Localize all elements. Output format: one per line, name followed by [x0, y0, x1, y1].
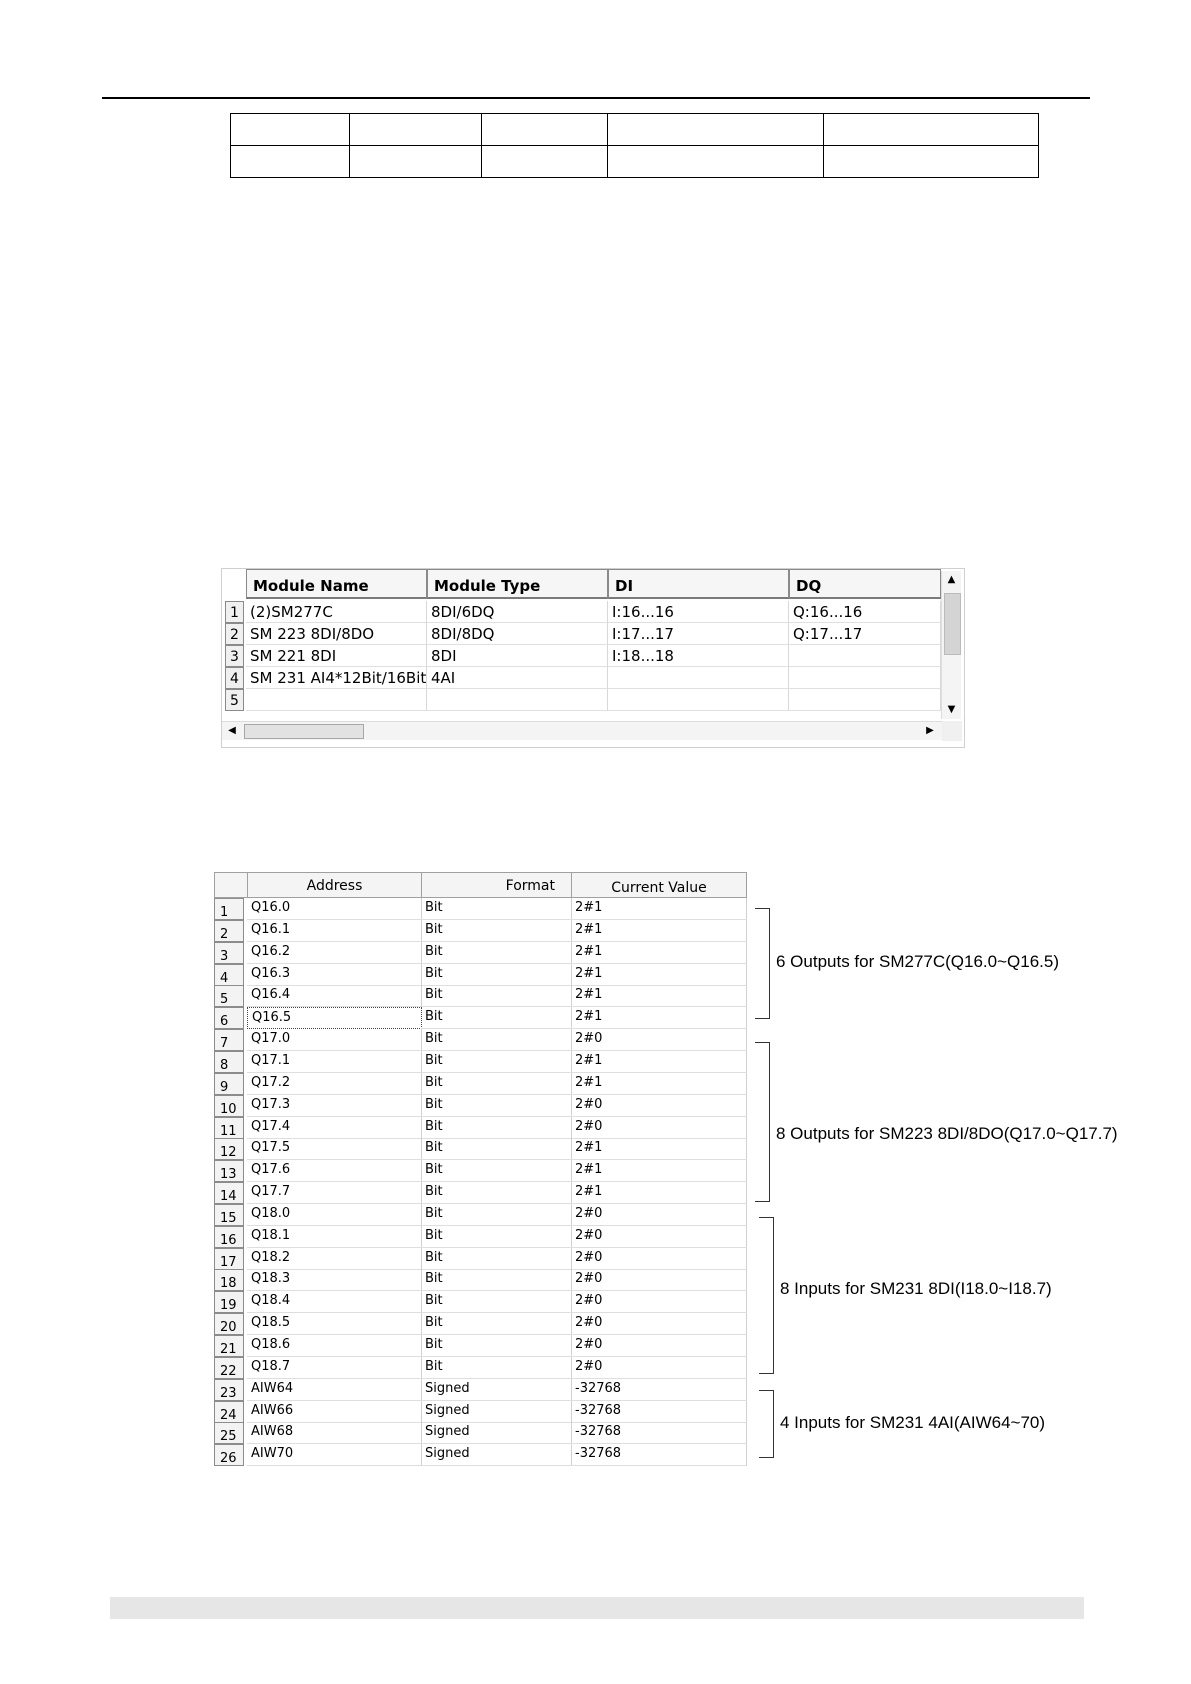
format-cell[interactable]: Bit — [421, 1095, 572, 1117]
row-number: 1 — [225, 601, 244, 623]
bracket-sm231-4ai — [759, 1390, 774, 1458]
format-cell[interactable]: Bit — [421, 1335, 572, 1357]
row-number: 3 — [214, 942, 244, 964]
value-cell[interactable]: -32768 — [571, 1379, 747, 1401]
module-type-cell[interactable]: 8DI/8DQ — [427, 623, 608, 645]
table-row[interactable] — [214, 1357, 750, 1379]
module-type-cell[interactable]: 8DI/6DQ — [427, 601, 608, 623]
row-number: 8 — [214, 1051, 244, 1073]
scroll-thumb[interactable] — [244, 724, 364, 739]
table-row — [231, 114, 1039, 146]
table-row[interactable] — [214, 1379, 750, 1401]
row-number: 26 — [214, 1444, 244, 1466]
row-number: 2 — [214, 920, 244, 942]
annotation-sm231-8di: 8 Inputs for SM231 8DI(I18.0~I18.7) — [780, 1279, 1052, 1298]
address-cell[interactable]: AIW70 — [247, 1444, 422, 1466]
header-module-type[interactable]: Module Type — [427, 569, 608, 599]
value-cell[interactable]: 2#0 — [571, 1204, 747, 1226]
status-chart-grid[interactable] — [214, 872, 750, 1472]
module-type-cell[interactable]: 8DI — [427, 645, 608, 667]
format-cell[interactable]: Bit — [421, 1291, 572, 1313]
address-cell[interactable]: Q16.4 — [247, 985, 422, 1007]
bracket-sm231-8di — [759, 1217, 774, 1374]
format-cell[interactable]: Bit — [421, 898, 572, 920]
bracket-sm223 — [755, 1042, 770, 1202]
address-cell[interactable]: Q17.5 — [247, 1138, 422, 1160]
value-cell[interactable]: -32768 — [571, 1444, 747, 1466]
dq-cell[interactable]: Q:16...16 — [789, 601, 941, 623]
row-number: 4 — [225, 667, 244, 689]
address-cell[interactable]: Q16.2 — [247, 942, 422, 964]
format-cell[interactable]: Signed — [421, 1379, 572, 1401]
annotation-sm277c: 6 Outputs for SM277C(Q16.0~Q16.5) — [776, 952, 1060, 971]
di-cell[interactable] — [608, 689, 789, 711]
row-number: 9 — [214, 1073, 244, 1095]
table-row[interactable] — [214, 1313, 750, 1335]
dq-cell[interactable]: Q:17...17 — [789, 623, 941, 645]
di-cell[interactable]: I:18...18 — [608, 645, 789, 667]
row-number: 5 — [214, 985, 244, 1007]
table-row[interactable] — [214, 985, 750, 1007]
table-row[interactable] — [214, 1422, 750, 1444]
header-rule — [102, 97, 1090, 99]
row-number: 12 — [214, 1138, 244, 1160]
address-cell[interactable]: Q16.3 — [247, 964, 422, 986]
format-cell[interactable]: Signed — [421, 1401, 572, 1423]
format-cell[interactable]: Bit — [421, 1269, 572, 1291]
di-cell[interactable] — [608, 667, 789, 689]
table-row[interactable] — [214, 898, 750, 920]
row-number: 20 — [214, 1313, 244, 1335]
format-cell[interactable]: Bit — [421, 1073, 572, 1095]
table-row[interactable] — [214, 1117, 750, 1139]
address-cell[interactable]: Q18.3 — [247, 1269, 422, 1291]
row-number: 24 — [214, 1401, 244, 1423]
value-cell[interactable]: 2#0 — [571, 1029, 747, 1051]
row-number: 5 — [225, 689, 244, 711]
format-cell[interactable]: Signed — [421, 1444, 572, 1466]
format-cell[interactable]: Bit — [421, 1357, 572, 1379]
header-module-name[interactable]: Module Name — [246, 569, 427, 599]
format-cell[interactable]: Bit — [421, 1182, 572, 1204]
horizontal-scrollbar[interactable] — [222, 721, 942, 740]
row-number: 21 — [214, 1335, 244, 1357]
row-number: 14 — [214, 1182, 244, 1204]
table-row[interactable] — [214, 1051, 750, 1073]
row-number: 19 — [214, 1291, 244, 1313]
dq-cell[interactable] — [789, 689, 941, 711]
module-config-grid[interactable] — [221, 568, 965, 748]
scroll-up-icon[interactable]: ▲ — [947, 574, 956, 585]
dq-cell[interactable] — [789, 645, 941, 667]
address-cell[interactable]: Q18.5 — [247, 1313, 422, 1335]
table-row[interactable] — [214, 1291, 750, 1313]
value-cell[interactable]: 2#0 — [571, 1335, 747, 1357]
format-cell[interactable]: Bit — [421, 1313, 572, 1335]
annotation-sm231-4ai: 4 Inputs for SM231 4AI(AIW64~70) — [780, 1413, 1046, 1432]
value-cell[interactable]: 2#1 — [571, 898, 747, 920]
value-cell[interactable]: 2#0 — [571, 1269, 747, 1291]
value-cell[interactable]: 2#0 — [571, 1357, 747, 1379]
value-cell[interactable]: 2#1 — [571, 1051, 747, 1073]
value-cell[interactable]: 2#0 — [571, 1313, 747, 1335]
value-cell[interactable]: 2#1 — [571, 1138, 747, 1160]
value-cell[interactable]: 2#1 — [571, 942, 747, 964]
value-cell[interactable]: 2#1 — [571, 985, 747, 1007]
row-number: 3 — [225, 645, 244, 667]
scroll-down-icon[interactable]: ▼ — [947, 704, 956, 715]
address-cell[interactable]: Q17.4 — [247, 1117, 422, 1139]
top-table-fragment — [230, 113, 1039, 178]
table-row[interactable] — [214, 1029, 750, 1051]
table-row[interactable] — [214, 964, 750, 986]
bracket-sm277c — [755, 908, 770, 1019]
module-name-cell[interactable]: SM 223 8DI/8DO — [246, 623, 427, 645]
annotation-sm223: 8 Outputs for SM223 8DI/8DO(Q17.0~Q17.7) — [776, 1124, 1118, 1143]
format-cell[interactable]: Bit — [421, 1117, 572, 1139]
value-cell[interactable]: 2#1 — [571, 1073, 747, 1095]
address-cell[interactable]: Q18.7 — [247, 1357, 422, 1379]
row-number: 23 — [214, 1379, 244, 1401]
address-cell[interactable]: Q16.1 — [247, 920, 422, 942]
address-cell[interactable]: Q17.3 — [247, 1095, 422, 1117]
header-dq[interactable]: DQ — [789, 569, 941, 599]
format-cell[interactable]: Bit — [421, 1051, 572, 1073]
value-cell[interactable]: 2#0 — [571, 1226, 747, 1248]
address-cell[interactable]: AIW68 — [247, 1422, 422, 1444]
value-cell[interactable]: 2#0 — [571, 1248, 747, 1270]
table-row[interactable] — [214, 1160, 750, 1182]
row-number: 4 — [214, 964, 244, 986]
di-cell[interactable]: I:16...16 — [608, 601, 789, 623]
value-cell[interactable]: -32768 — [571, 1401, 747, 1423]
format-cell[interactable]: Bit — [421, 942, 572, 964]
table-row[interactable] — [214, 1138, 750, 1160]
address-cell[interactable]: AIW66 — [247, 1401, 422, 1423]
value-cell[interactable]: 2#0 — [571, 1117, 747, 1139]
address-cell[interactable]: Q18.0 — [247, 1204, 422, 1226]
header-format[interactable]: Format — [421, 872, 572, 898]
module-name-cell[interactable]: SM 221 8DI — [246, 645, 427, 667]
row-number: 2 — [225, 623, 244, 645]
value-cell[interactable]: 2#0 — [571, 1095, 747, 1117]
format-cell[interactable]: Bit — [421, 920, 572, 942]
address-cell[interactable]: Q18.1 — [247, 1226, 422, 1248]
address-cell[interactable]: Q17.0 — [247, 1029, 422, 1051]
module-type-cell[interactable] — [427, 689, 608, 711]
row-number: 13 — [214, 1160, 244, 1182]
table-row[interactable] — [214, 1335, 750, 1357]
address-cell[interactable]: Q18.2 — [247, 1248, 422, 1270]
row-number: 17 — [214, 1248, 244, 1270]
value-cell[interactable]: 2#0 — [571, 1291, 747, 1313]
footer-bar — [110, 1597, 1084, 1619]
dq-cell[interactable] — [789, 667, 941, 689]
address-cell[interactable]: Q17.2 — [247, 1073, 422, 1095]
value-cell[interactable]: 2#1 — [571, 1182, 747, 1204]
format-cell[interactable]: Signed — [421, 1422, 572, 1444]
header-di[interactable]: DI — [608, 569, 789, 599]
row-number: 18 — [214, 1269, 244, 1291]
format-cell[interactable]: Bit — [421, 1007, 572, 1029]
row-number: 10 — [214, 1095, 244, 1117]
table-row — [231, 146, 1039, 178]
module-name-cell[interactable] — [246, 689, 427, 711]
value-cell[interactable]: 2#1 — [571, 964, 747, 986]
address-cell[interactable]: Q18.4 — [247, 1291, 422, 1313]
address-cell[interactable]: Q17.1 — [247, 1051, 422, 1073]
scroll-corner — [942, 721, 962, 741]
di-cell[interactable]: I:17...17 — [608, 623, 789, 645]
table-row[interactable] — [214, 1007, 750, 1029]
address-cell[interactable]: Q17.7 — [247, 1182, 422, 1204]
module-type-cell[interactable]: 4AI — [427, 667, 608, 689]
value-cell[interactable]: 2#1 — [571, 920, 747, 942]
address-cell[interactable]: Q16.5 — [247, 1007, 422, 1029]
format-cell[interactable]: Bit — [421, 964, 572, 986]
header-current-value[interactable]: Current Value — [571, 872, 747, 898]
format-cell[interactable]: Bit — [421, 1226, 572, 1248]
address-cell[interactable]: Q16.0 — [247, 898, 422, 920]
table-row[interactable] — [214, 1073, 750, 1095]
vertical-scrollbar[interactable] — [941, 571, 961, 719]
row-number: 25 — [214, 1422, 244, 1444]
scroll-left-icon[interactable]: ◀ — [228, 725, 236, 736]
table-row[interactable] — [214, 1226, 750, 1248]
format-cell[interactable]: Bit — [421, 985, 572, 1007]
address-cell[interactable]: Q18.6 — [247, 1335, 422, 1357]
format-cell[interactable]: Bit — [421, 1138, 572, 1160]
scroll-thumb[interactable] — [944, 593, 961, 655]
module-name-cell[interactable]: (2)SM277C — [246, 601, 427, 623]
header-corner — [214, 872, 248, 898]
row-number: 22 — [214, 1357, 244, 1379]
value-cell[interactable]: 2#1 — [571, 1007, 747, 1029]
format-cell[interactable]: Bit — [421, 1204, 572, 1226]
row-number: 1 — [214, 898, 244, 920]
table-row[interactable] — [214, 1401, 750, 1423]
module-name-cell[interactable]: SM 231 AI4*12Bit/16Bit — [246, 667, 427, 689]
row-number: 11 — [214, 1117, 244, 1139]
header-address[interactable]: Address — [247, 872, 422, 898]
table-row[interactable] — [214, 1269, 750, 1291]
table-row[interactable] — [214, 942, 750, 964]
format-cell[interactable]: Bit — [421, 1160, 572, 1182]
scroll-right-icon[interactable]: ▶ — [926, 725, 934, 736]
table-row[interactable] — [214, 1204, 750, 1226]
table-row[interactable] — [214, 920, 750, 942]
row-number: 16 — [214, 1226, 244, 1248]
table-row[interactable] — [214, 1095, 750, 1117]
row-number: 7 — [214, 1029, 244, 1051]
table-row[interactable] — [214, 1444, 750, 1466]
address-cell[interactable]: Q17.6 — [247, 1160, 422, 1182]
value-cell[interactable]: -32768 — [571, 1422, 747, 1444]
value-cell[interactable]: 2#1 — [571, 1160, 747, 1182]
row-number: 6 — [214, 1007, 244, 1029]
table-row[interactable] — [214, 1182, 750, 1204]
table-row[interactable] — [214, 1248, 750, 1270]
format-cell[interactable]: Bit — [421, 1029, 572, 1051]
format-cell[interactable]: Bit — [421, 1248, 572, 1270]
address-cell[interactable]: AIW64 — [247, 1379, 422, 1401]
row-number: 15 — [214, 1204, 244, 1226]
